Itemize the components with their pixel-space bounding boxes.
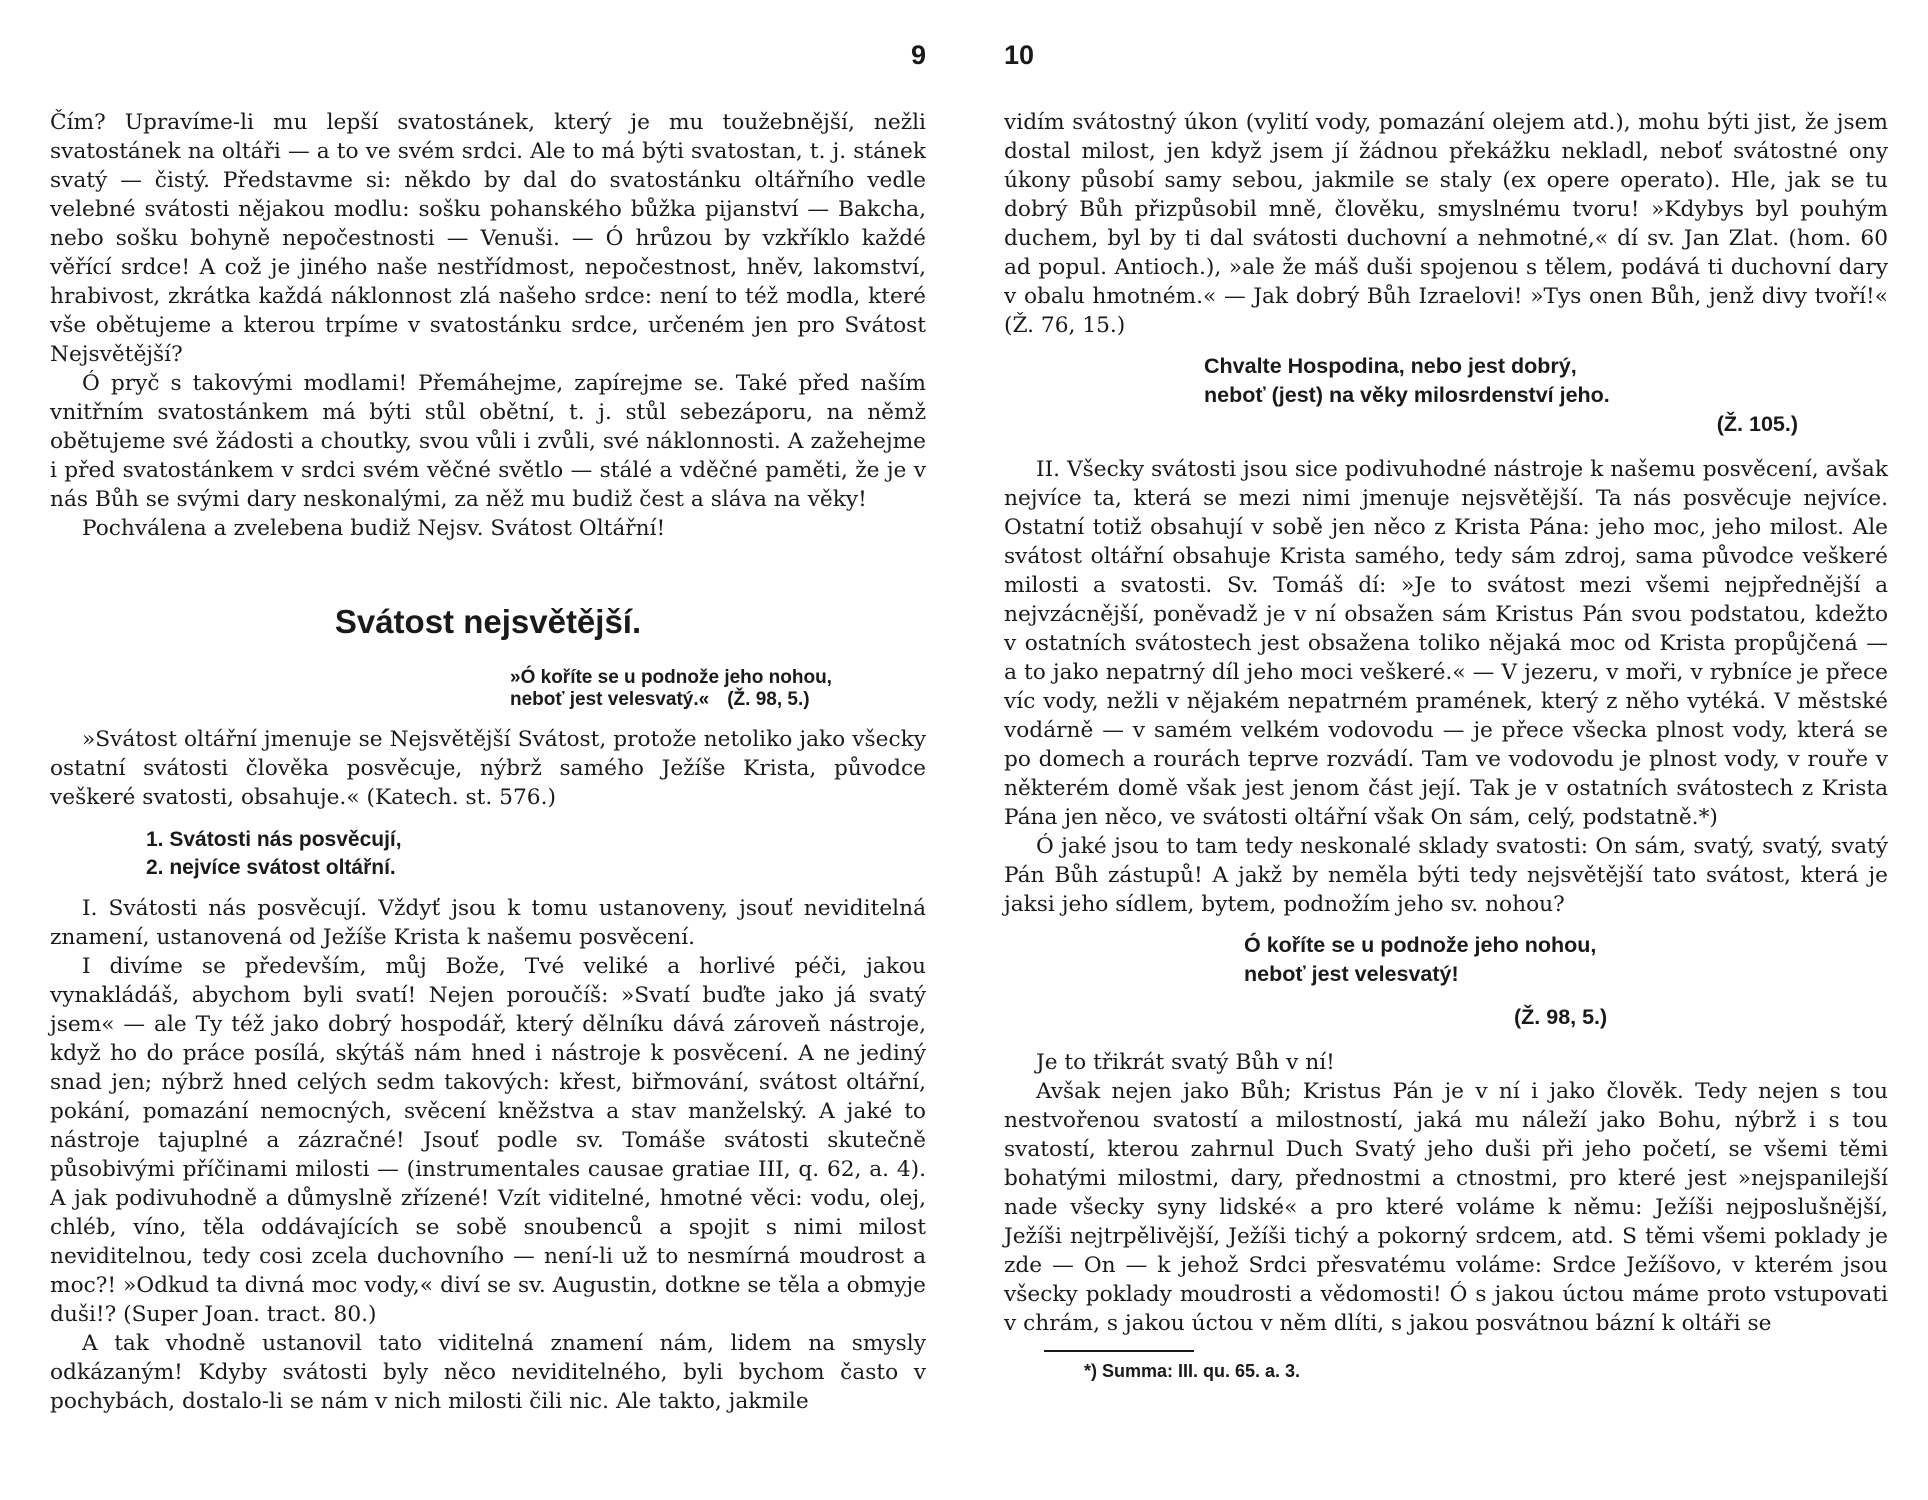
outline-item: 2. nejvíce svátost oltářní. [146,856,396,879]
paragraph: Pochválena a zvelebena budiž Nejsv. Svátost Oltářní! [82,516,666,541]
paragraph: vidím svátostný úkon (vylití vody, pomazání olejem atd.), mohu býti jist, že jsem dostal milost, jen když jsem jí žádnou překážku nekladl, neboť svátostné ony úkony působí samy sebou, jakmile se staly (ex opere operato). Hle, jak se tu dobrý Bůh přizpůsobil mně, člověku, smyslnému tvoru! »Kdybys byl pouhým duchem, byl by ti dal svátosti duchovní a nehmotné,« dí sv. Jan Zlat. (hom. 60 ad popul. Antioch.), »ale že máš duši spojenou s tělem, podává ti duchovní dary v obalu hmotném.« — Jak dobrý Bůh Izraelovi! »Tys onen Bůh, jenž divy tvoří!« (Ž. 76, 15.) [1004,110,1888,338]
psalm-line: neboť jest velesvatý! [1244,962,1459,986]
right-page [964,0,1928,1500]
outline [146,826,926,882]
motto-line: neboť jest velesvatý.« [510,689,710,710]
paragraph: Je to třikrát svatý Bůh v ní! [1036,1050,1335,1075]
paragraph: A tak vhodně ustanovil tato viditelná znamení nám, lidem na smysly odkázaným! Kdyby svátosti byly něco neviditelného, byli bychom často v pochybách, dostalo-li se nám v nich milosti čili nic. Ale takto, jakmile [50,1331,926,1414]
paragraph: I. Svátosti nás posvěcují. Vždyť jsou k tomu ustanoveny, jsouť neviditelná znamení, ustanovená od Ježíše Krista k našemu posvěcení. [50,896,926,950]
chapter-title: Svátost nejsvětější. [334,603,642,640]
psalm-ref: (Ž. 105.) [1716,412,1798,436]
motto-ref: (Ž. 98, 5.) [727,689,810,710]
psalm-line: neboť (jest) na věky milosrdenství jeho. [1204,383,1610,407]
paragraph: Ó pryč s takovými modlami! Přemáhejme, zapírejme se. Také před naším vnitřním svatostánkem má býti stůl obětní, t. j. stůl sebezáporu, na němž obětujeme své žádosti a choutky, svou vůli i zvůli, své náklonnosti. A zažehejme i před svatostánkem v srdci svém věčné světlo — stálé a vděčné paměti, že je v nás Bůh se svými dary neskonalými, za něž mu budiž čest a sláva na věky! [50,371,926,512]
footnote: *) Summa: III. qu. 65. a. 3. [1084,1361,1301,1381]
paragraph: Avšak nejen jako Bůh; Kristus Pán je v ní i jako člověk. Tedy nejen s tou nestvořenou svatostí a milostností, jaká mu náleží jako Bohu, nýbrž i s tou svatostí, kterou zahrnul Duch Svatý jeho duši při jeho početí, se všemi těmi bohatými milostmi, dary, přednostmi a ctnostmi, pro které jest »nejspanilejší nade všecky syny lidské« a pro které voláme k němu: Ježíši nejposlušnější, Ježíši nejtrpělivější, Ježíši tichý a pokorný srdcem, atd. S těmi všemi poklady je zde — On — k jehož Srdci přesvatému voláme: Srdce Ježíšovo, v kterém jsou všecky poklady moudrosti a vědomosti! Ó s jakou úctou máme proto vstupovati v chrám, s jakou úctou v něm dlíti, s jakou posvátnou bázní k oltáři se [1004,1079,1888,1336]
paragraph: Čím? Upravíme-li mu lepší svatostánek, který je mu toužebnější, nežli svatostánek na oltáři — a to ve svém srdci. Ale to má býti svatostan, t. j. stánek svatý — čistý. Představme si: někdo by dal do svatostánku oltářního vedle velebné svátosti nějakou modlu: sošku pohanského bůžka pijanství — Bakcha, nebo sošku bohyně nepočestnosti — Venuši. — Ó hrůzou by vzkříklo každé věřící srdce! A což je jiného naše nestřídmost, nepočestnost, hněv, lakomství, hrabivost, zkrátka každá náklonnost zlá našeho srdce: není to též modla, které vše obětujeme a kterou trpíme v svatostánku srdce, určeném jen pro Svátost Nejsvětější? [50,110,926,367]
page-number-right: 10 [1004,40,1035,70]
paragraph: I divíme se především, můj Bože, Tvé veliké a horlivé péči, jakou vynakládáš, abychom byli svatí! Nejen poroučíš: »Svatí buďte jako já svatý jsem« — ale Ty též jako dobrý hospodář, který dělníku dává zároveň nástroje, když ho do práce posílá, skýtáš nám hned i nástroje k posvěcení. A ne jediný snad jen; nýbrž hned celých sedm takových: křest, biřmování, svátost oltářní, pokání, pomazání nemocných, svěcení kněžstva a stav manželský. A jaké to nástroje tajuplné a zázračné! Jsouť podle sv. Tomáše svátosti skutečně působivými příčinami milosti — (instrumentales causae gratiae III, q. 62, a. 4). A jak podivuhodně a důmyslně zřízené! Vzít viditelné, hmotné věci: vodu, olej, chléb, víno, těla oddávajících se sobě snoubenců a spojit s nimi milost neviditelnou, tedy cosi zcela duchovního — není-li už to nesmírná moudrost a moc?! »Odkud ta divná moc vody,« diví se sv. Augustin, dotkne se těla a obmyje duši!? (Super Joan. tract. 80.) [50,954,926,1327]
psalm-line: Ó koříte se u podnože jeho nohou, [1244,933,1597,957]
motto [510,667,926,711]
footnote-divider [1044,1350,1194,1352]
psalm-quote [1204,352,1888,439]
paragraph: Ó jaké jsou to tam tedy neskonalé sklady svatosti: On sám, svatý, svatý, svatý Pán Bůh zástupů! A jakž by neměla býti tedy nejsvětější tato svátost, která je jaksi jeho sídlem, bytem, podnožím jeho sv. nohou? [1004,834,1888,917]
psalm-line: Chvalte Hospodina, nebo jest dobrý, [1204,354,1577,378]
psalm-ref: (Ž. 98, 5.) [1514,1005,1608,1029]
page-number-left: 9 [910,40,926,70]
motto-line: »Ó koříte se u podnože jeho nohou, [510,667,832,688]
outline-item: 1. Svátosti nás posvěcují, [146,828,402,851]
paragraph: II. Všecky svátosti jsou sice podivuhodné nástroje k našemu posvěcení, avšak nejvíce ta, která se mezi nimi jmenuje nejsvětější. Ta nás posvěcuje nejvíce. Ostatní totiž obsahují v sobě jen něco z Krista Pána: jeho moc, jeho milost. Ale svátost oltářní obsahuje Krista samého, tedy sám zdroj, sama původce veškeré milosti a svatosti. Sv. Tomáš dí: »Je to svátost mezi všemi nejpřednější a nejvzácnější, poněvadž je v ní obsažen sám Kristus Pán svou podstatou, kdežto v ostatních svátostech jest obsažena toliko nějaká moc od Krista propůjčená — a to jako nepatrný díl jeho moci veškeré.« — V jezeru, v moři, v rybníce je přece víc vody, nežli v nějakém nepatrném pramének, který z něho vytéká. V městské vodárně — v samém velkém vodovodu — je přece všecka plnost vody, která se po domech a rourách teprve rozvádí. Tam ve vodovodu je plnost vody, v rouře v některém domě však jest jenom část její. Tak je v ostatních svátostech z Krista Pána jen něco, ve svátosti oltářní však On sám, celý, podstatně.*) [1004,457,1888,830]
psalm-quote [1244,931,1888,1032]
paragraph: »Svátost oltářní jmenuje se Nejsvětější Svátost, protože netoliko jako všecky ostatní svátosti člověka posvěcuje, nýbrž samého Ježíše Krista, původce veškeré svatosti, obsahuje.« (Katech. st. 576.) [50,727,926,810]
